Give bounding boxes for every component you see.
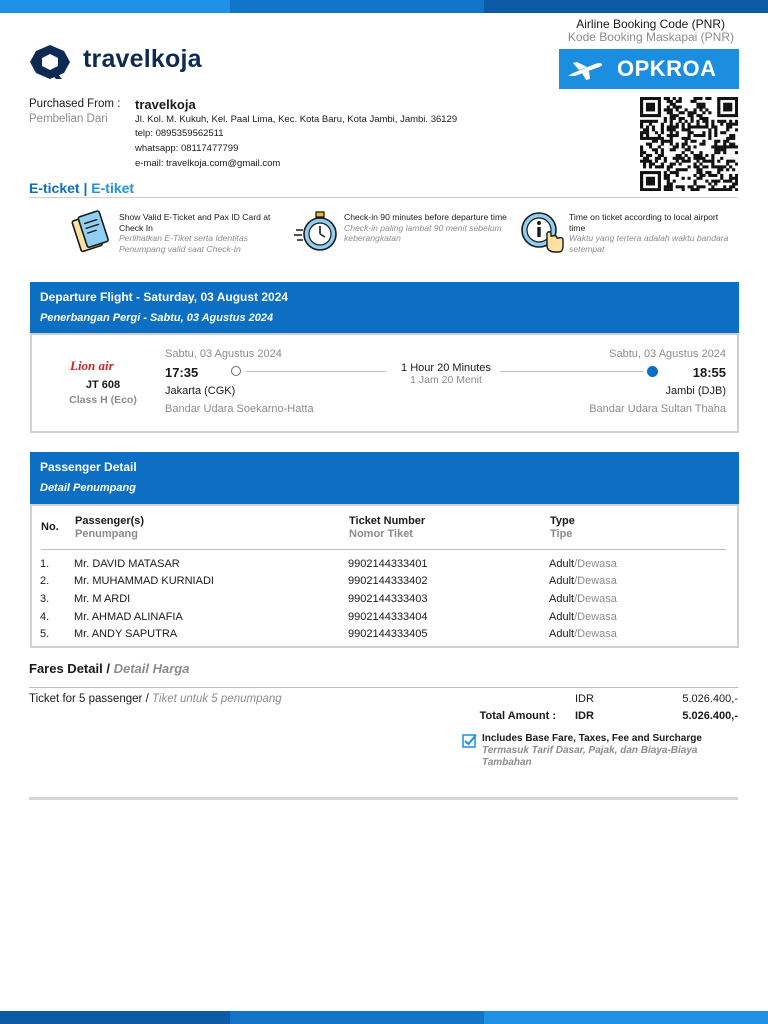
pax-type: Adult/Dewasa — [549, 557, 617, 570]
passenger-table — [40, 555, 728, 643]
pnr-code-box — [559, 49, 739, 89]
pax-ticket: 9902144333404 — [348, 610, 428, 623]
pax-type: Adult/Dewasa — [549, 592, 617, 605]
seller-name: travelkoja — [135, 97, 196, 112]
departure-title-id: Penerbangan Pergi - Sabtu, 03 Agustus 2024 — [40, 312, 274, 324]
seller-address: Jl. Kol. M. Kukuh, Kel. Paal Lima, Kec. Kota Baru, Kota Jambi, Jambi. 36129 — [135, 114, 458, 125]
passenger-table-divider — [41, 549, 726, 550]
pax-no: 2. — [40, 575, 50, 588]
pnr-label-en: Airline Booking Code (PNR) — [576, 17, 725, 31]
top-color-bar — [0, 0, 768, 13]
travelkoja-logo-icon — [28, 43, 72, 81]
fares-title — [29, 661, 189, 676]
total-label: Total Amount : — [479, 710, 556, 722]
pax-ticket: 9902144333401 — [348, 557, 428, 570]
stopwatch-icon — [294, 210, 340, 254]
purchased-from-label: Purchased From : — [29, 98, 121, 110]
fare-line-sep: / — [145, 693, 149, 705]
purchased-from-label-id: Pembelian Dari — [29, 113, 108, 125]
pax-no: 4. — [40, 610, 50, 623]
col-ticket-en: Ticket Number — [349, 515, 426, 527]
table-row — [40, 625, 728, 643]
pax-type-en: Adult — [549, 610, 575, 623]
checkbox-checked-icon — [462, 733, 477, 748]
footer-divider — [29, 797, 738, 800]
dep-city: Jakarta (CGK) — [165, 385, 236, 397]
pax-name: Mr. DAVID MATASAR — [74, 557, 180, 570]
pax-ticket: 9902144333402 — [348, 575, 428, 588]
pax-name: Mr. M ARDI — [74, 592, 131, 605]
pax-type-id: Dewasa — [577, 592, 617, 605]
includes-en: Includes Base Fare, Taxes, Fee and Surcharge — [482, 733, 702, 744]
seller-email: e-mail: travelkoja.com@gmail.com — [135, 158, 281, 169]
col-passenger-id: Penumpang — [75, 528, 138, 540]
table-row — [40, 573, 728, 591]
arr-city: Jambi (DJB) — [665, 385, 726, 397]
lion-air-logo — [70, 357, 138, 375]
seller-whatsapp: whatsapp: 08117477799 — [135, 143, 239, 154]
col-type-en: Type — [550, 515, 575, 527]
fare-line-label — [29, 693, 282, 705]
col-passenger-en: Passenger(s) — [75, 515, 145, 527]
dep-dot-icon — [231, 366, 241, 376]
duration-en: 1 Hour 20 Minutes — [401, 362, 491, 374]
pnr-label-id: Kode Booking Maskapai (PNR) — [567, 30, 734, 44]
pax-type-id: Dewasa — [577, 628, 617, 641]
pnr-code: OPKROA — [617, 56, 717, 81]
info-2-en: Check-in 90 minutes before departure time — [344, 212, 507, 222]
flight-class: Class H (Eco) — [69, 394, 137, 406]
pax-type: Adult/Dewasa — [549, 628, 617, 641]
pax-type-id: Dewasa — [577, 575, 617, 588]
col-no: No. — [41, 521, 59, 533]
brand-name: travelkoja — [83, 45, 202, 73]
pax-ticket: 9902144333405 — [348, 628, 428, 641]
fare-line-amount: 5.026.400,- — [682, 693, 738, 705]
info-3-en: Time on ticket according to local airport time — [569, 212, 719, 233]
fares-divider — [29, 687, 738, 688]
passenger-title-en: Passenger Detail — [40, 460, 137, 474]
info-item-local-time — [569, 212, 729, 254]
dep-date: Sabtu, 03 Agustus 2024 — [165, 348, 282, 360]
total-currency: IDR — [575, 710, 594, 722]
eticket-divider — [29, 197, 738, 198]
fares-title-en: Fares Detail — [29, 661, 103, 676]
passenger-header — [30, 452, 739, 504]
bottom-color-bar — [0, 1011, 768, 1024]
info-2-id: Check-in paling lambat 90 menit sebelum keberangkatan — [344, 222, 502, 243]
arr-time: 18:55 — [692, 365, 726, 380]
pax-type-id: Dewasa — [577, 557, 617, 570]
pax-name: Mr. MUHAMMAD KURNIADI — [74, 575, 214, 588]
arr-date: Sabtu, 03 Agustus 2024 — [609, 348, 726, 360]
pax-no: 1. — [40, 557, 50, 570]
table-row — [40, 608, 728, 626]
eticket-title-sep: | — [83, 180, 88, 196]
departure-title-en: Departure Flight - Saturday, 03 August 2024 — [40, 290, 289, 304]
departure-header — [30, 282, 739, 333]
pax-type-id: Dewasa — [577, 610, 617, 623]
seller-telp: telp: 0895359562511 — [135, 128, 224, 139]
eticket-title-en: E-ticket — [29, 180, 80, 196]
info-3-id: Waktu yang tertera adalah waktu bandara setempat — [569, 233, 729, 254]
arr-airport: Bandar Udara Sultan Thaha — [589, 403, 726, 415]
includes-id: Termasuk Tarif Dasar, Pajak, dan Biaya-Biaya Tambahan — [482, 745, 698, 768]
col-type-id: Tipe — [550, 528, 573, 540]
total-amount: 5.026.400,- — [682, 710, 738, 722]
duration-id: 1 Jam 20 Menit — [410, 374, 482, 386]
info-item-90min — [344, 212, 516, 244]
pax-type-en: Adult — [549, 628, 575, 641]
fares-title-id: Detail Harga — [113, 661, 190, 676]
info-item-checkin-id — [119, 212, 291, 254]
fare-line-id: Tiket untuk 5 penumpang — [151, 693, 282, 705]
table-row — [40, 555, 728, 573]
fare-line-currency: IDR — [575, 693, 594, 705]
pax-name: Mr. AHMAD ALINAFIA — [74, 610, 183, 623]
plane-icon — [565, 54, 605, 84]
airline-logo-text: Lion air — [70, 358, 114, 373]
ticket-icon — [68, 210, 114, 254]
qr-code — [640, 97, 738, 191]
passenger-title-id: Detail Penumpang — [40, 482, 136, 494]
flight-number: JT 608 — [85, 379, 121, 391]
fare-line-en: Ticket for 5 passenger — [29, 693, 143, 705]
dep-airport: Bandar Udara Soekarno-Hatta — [165, 403, 314, 415]
col-ticket-id: Nomor Tiket — [349, 528, 413, 540]
fares-title-sep: / — [106, 661, 110, 676]
pax-type-en: Adult — [549, 575, 575, 588]
eticket-title-id: E-tiket — [91, 180, 135, 196]
pax-type: Adult/Dewasa — [549, 610, 617, 623]
pax-name: Mr. ANDY SAPUTRA — [74, 628, 178, 641]
pax-ticket: 9902144333403 — [348, 592, 428, 605]
pax-no: 3. — [40, 592, 50, 605]
eticket-title — [29, 180, 134, 196]
pax-type-en: Adult — [549, 592, 575, 605]
info-1-en: Show Valid E-Ticket and Pax ID Card at Check In — [119, 212, 271, 233]
pax-type: Adult/Dewasa — [549, 575, 617, 588]
dep-time: 17:35 — [165, 365, 199, 380]
table-row — [40, 590, 728, 608]
pax-no: 5. — [40, 628, 50, 641]
route-line-left — [246, 371, 386, 372]
info-touch-icon — [519, 210, 565, 254]
info-1-id: Perlihatkan E-Tiket serta Identitas Penumpang valid saat Check-In — [119, 233, 248, 254]
pax-type-en: Adult — [549, 557, 575, 570]
